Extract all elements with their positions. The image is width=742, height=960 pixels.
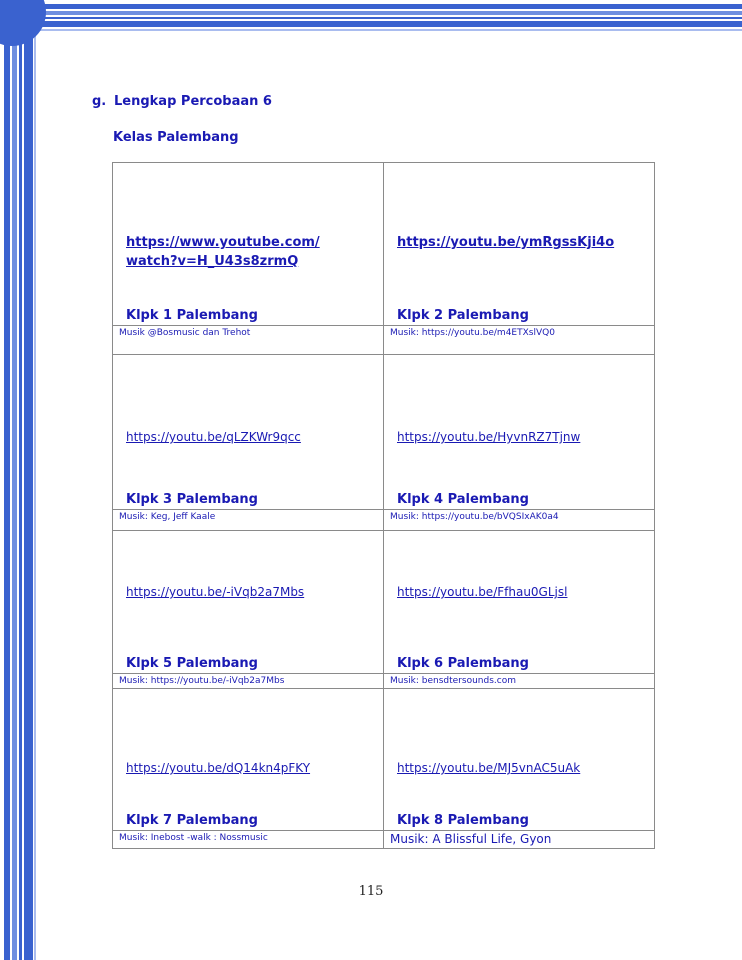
video-link[interactable]: https://youtu.be/dQ14kn4pFKY [126,761,311,775]
group-title: Klpk 6 Palembang [397,656,529,671]
group-title: Klpk 7 Palembang [126,813,258,828]
music-credit: Musik @Bosmusic dan Trehot [119,328,251,338]
music-credit: Musik: bensdtersounds.com [390,676,516,686]
music-credit: Musik: https://youtu.be/-iVqb2a7Mbs [119,676,285,686]
page-number: 115 [358,884,384,899]
video-link[interactable]: https://youtu.be/ymRgssKji4o [397,235,615,250]
table-row [113,674,655,689]
group-title: Klpk 5 Palembang [126,656,258,671]
group-title: Klpk 8 Palembang [397,813,529,828]
video-links-table [112,162,655,849]
video-cell [384,689,655,831]
music-cell [384,326,655,355]
video-cell [384,163,655,326]
table-row [113,355,655,510]
video-link[interactable]: https://www.youtube.com/ watch?v=H_U43s8zrmQ [126,235,320,269]
music-credit: Musik: A Blissful Life, Gyon [390,832,552,846]
group-title: Klpk 3 Palembang [126,492,258,507]
music-cell [113,326,384,355]
video-link[interactable]: https://youtu.be/qLZKWr9qcc [126,430,301,444]
table-row [113,326,655,355]
video-link[interactable]: https://youtu.be/MJ5vnAC5uAk [397,761,581,775]
table-row [113,831,655,849]
group-title: Klpk 4 Palembang [397,492,529,507]
table-row [113,163,655,326]
music-cell [384,510,655,531]
video-link[interactable]: https://youtu.be/HyvnRZ7Tjnw [397,430,581,444]
music-credit: Musik: https://youtu.be/m4ETXslVQ0 [390,328,555,338]
table-row [113,510,655,531]
video-link[interactable]: https://youtu.be/-iVqb2a7Mbs [126,585,305,599]
video-cell [113,355,384,510]
music-cell [113,831,384,849]
video-link[interactable]: https://youtu.be/Ffhau0GLjsl [397,585,568,599]
music-credit: Musik: Keg, Jeff Kaale [119,512,216,522]
music-credit: Musik: Inebost -walk : Nossmusic [119,833,268,843]
music-cell [384,674,655,689]
table-row [113,689,655,831]
video-cell [113,689,384,831]
video-cell [384,531,655,674]
music-cell [384,831,655,849]
group-title: Klpk 2 Palembang [397,308,529,323]
table-row [113,531,655,674]
music-cell [113,674,384,689]
video-cell [113,163,384,326]
section-heading [92,94,272,109]
section-title: Lengkap Percobaan 6 [114,94,272,109]
section-letter: g. [92,94,107,109]
music-credit: Musik: https://youtu.be/bVQSIxAK0a4 [390,512,559,522]
music-cell [113,510,384,531]
corner-circle-ornament [0,0,46,46]
group-title: Klpk 1 Palembang [126,308,258,323]
video-cell [113,531,384,674]
video-cell [384,355,655,510]
class-subheading: Kelas Palembang [113,130,239,145]
